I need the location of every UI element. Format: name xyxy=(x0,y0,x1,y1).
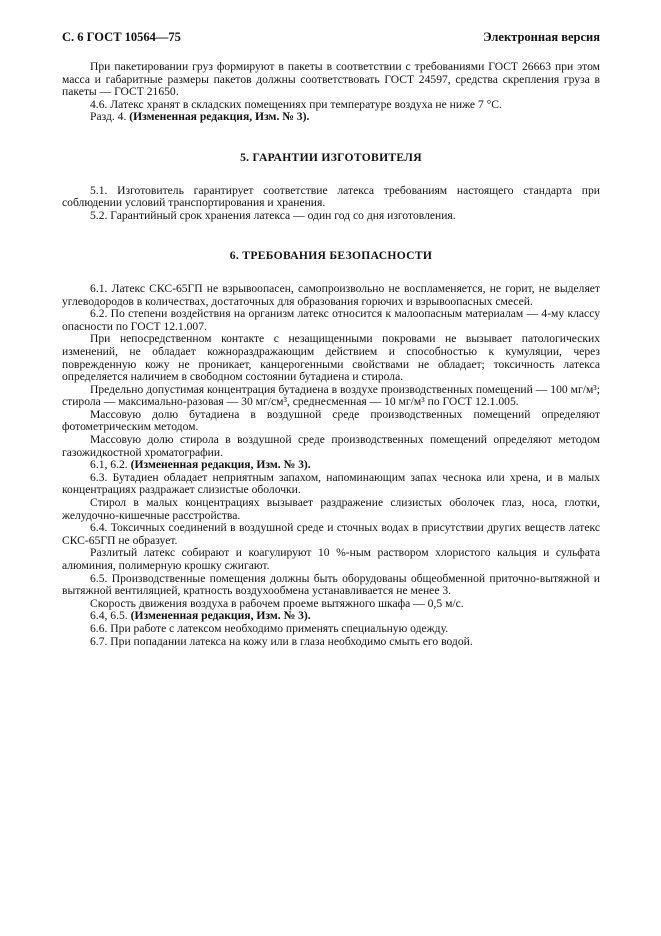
amendment-note-section-4: Разд. 4. (Измененная редакция, Изм. № 3). xyxy=(90,110,310,124)
paragraph-max-concentration: Предельно допустимая концентрация бутадиена в воздухе производственных помещений — 100 мг/м³; стирола — максимально-разовая — 30 мг/см³, среднесменная — 10 мг/м³ по ГОСТ 12.1.005. xyxy=(62,382,600,409)
paragraph-air-speed: Скорость движения воздуха в рабочем проеме вытяжного шкафа — 0,5 м/с. xyxy=(90,596,464,610)
paragraph-6-3: 6.3. Бутадиен обладает неприятным запахом, напоминающим запах чеснока или хрена, и в малых концентрациях раздражает слизистые оболочки. xyxy=(62,470,600,497)
paragraph-butadiene-method: Массовую долю бутадиена в воздушной среде производственных помещений определяют фотометрическим методом. xyxy=(62,407,600,434)
amendment-note-6-4-6-5: 6.4, 6.5. (Измененная редакция, Изм. № 3). xyxy=(90,609,311,623)
document-page xyxy=(62,30,600,648)
amendment-note-6-1-6-2: 6.1, 6.2. (Измененная редакция, Изм. № 3). xyxy=(90,458,311,472)
paragraph-spill-handling: Разлитый латекс собирают и коагулируют 10 %-ным раствором хлористого кальция и сульфата алюминия, полимерную крошку сжигают. xyxy=(62,546,600,572)
section-title-guarantees: 5. ГАРАНТИИ ИЗГОТОВИТЕЛЯ xyxy=(240,150,422,164)
paragraph-packaging: При пакетировании груз формируют в пакеты в соответствии с требованиями ГОСТ 26663 при этом масса и габаритные размеры пакетов должны соответствовать ГОСТ 24597, средства скрепления груза в пакеты — ГОСТ 21650. xyxy=(62,60,600,99)
section-title-safety: 6. ТРЕБОВАНИЯ БЕЗОПАСНОСТИ xyxy=(229,249,433,263)
paragraph-5-1: 5.1. Изготовитель гарантирует соответствие латекса требованиям настоящего стандарта при соблюдении условий транспортирования и хранения. xyxy=(62,183,600,210)
paragraph-6-4: 6.4. Токсичных соединений в воздушной среде и сточных водах в присутствии других веществ латекс СКС-65ГП не образует. xyxy=(62,521,600,547)
paragraph-6-2: 6.2. По степени воздействия на организм латекс относится к малоопасным материалам — 4-му классу опасности по ГОСТ 12.1.007. xyxy=(62,307,600,333)
header-edition-label: Электронная версия xyxy=(483,30,600,44)
page-header xyxy=(62,30,600,48)
paragraph-6-6: 6.6. При работе с латексом необходимо применять специальную одежду. xyxy=(90,621,449,635)
paragraph-styrene-method: Массовую долю стирола в воздушной среде производственных помещений определяют методом газожидкостной хроматографии. xyxy=(62,433,600,459)
paragraph-styrene-irritation: Стирол в малых концентрациях вызывает раздражение слизистых оболочек глаз, носа, глотки, желудочно-кишечные расстройства. xyxy=(62,496,600,522)
paragraph-6-7: 6.7. При попадании латекса на кожу или в глаза необходимо смыть его водой. xyxy=(90,634,473,648)
paragraph-5-2: 5.2. Гарантийный срок хранения латекса — один год со дня изготовления. xyxy=(90,208,456,222)
header-doc-id: С. 6 ГОСТ 10564—75 xyxy=(62,30,181,44)
paragraph-contact-effects: При непосредственном контакте с незащищенными покровами не вызывает патологических изменений, не обладает кожнораздражающим действием и способностью к кумуляции, через поврежденную кожу не проникает, канцерогенными свойствами не обладает; токсичность латекса определяется наличием в свободном состоянии бутадиена и стирола. xyxy=(62,332,600,384)
paragraph-4-6: 4.6. Латекс хранят в складских помещениях при температуре воздуха не ниже 7 °С. xyxy=(90,97,502,111)
paragraph-6-5: 6.5. Производственные помещения должны быть оборудованы общеобменной приточно-вытяжной и вытяжной вентиляцией, кратность воздухообмена устанавливается не менее 3. xyxy=(62,571,600,598)
paragraph-6-1: 6.1. Латекс СКС-65ГП не взрывоопасен, самопроизвольно не воспламеняется, не горит, не выделяет углеводородов в количествах, достаточных для образования горючих и взрывоопасных смесей. xyxy=(62,281,600,308)
document-body xyxy=(62,61,600,648)
